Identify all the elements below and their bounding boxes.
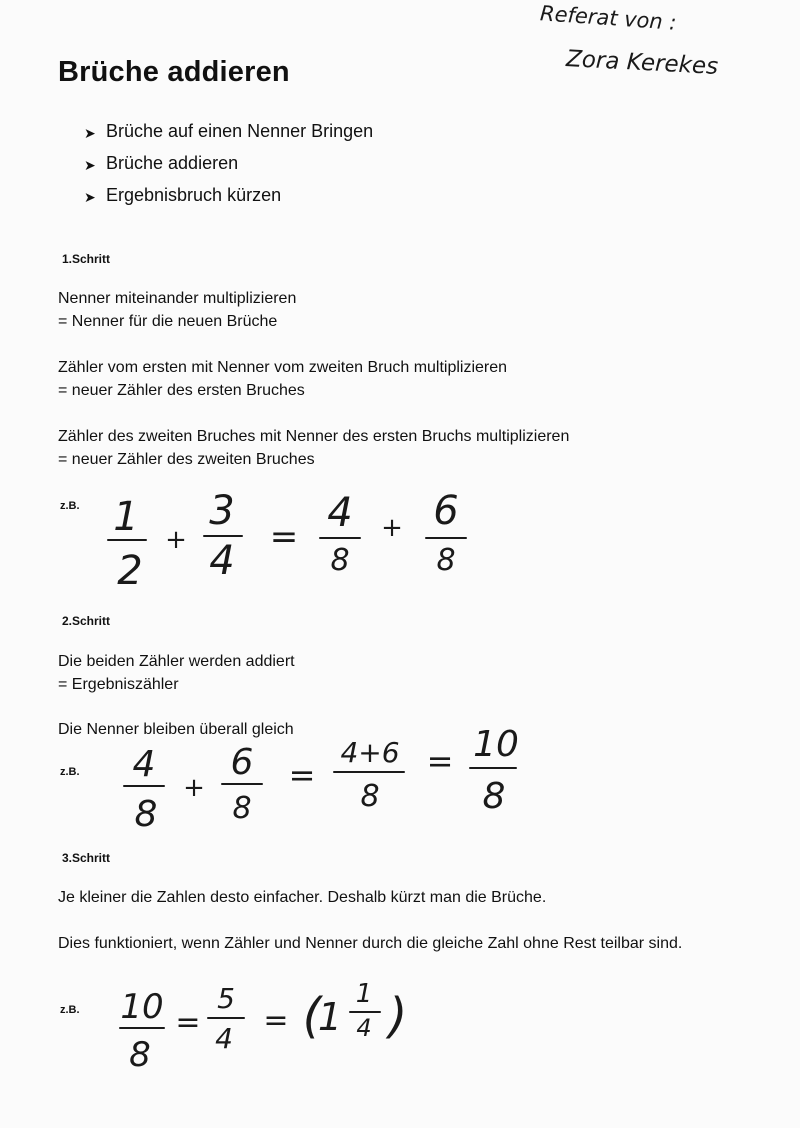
- fraction-denominator: 8: [134, 794, 158, 835]
- fraction-numerator: 1: [113, 494, 139, 540]
- fraction-numerator: 4: [327, 490, 353, 536]
- step2-heading: 2.Schritt: [62, 614, 111, 628]
- fraction-numerator: 1: [355, 979, 373, 1009]
- plus-sign: +: [165, 525, 187, 555]
- fraction-denominator: 4: [356, 1014, 372, 1042]
- step2-paragraph-1: Die beiden Zähler werden addiert = Ergebniszähler: [58, 653, 295, 693]
- fraction-denominator: 8: [330, 543, 350, 578]
- fraction-denominator: 4: [215, 1022, 233, 1055]
- step1-heading: 1.Schritt: [62, 252, 111, 266]
- close-parenthesis: ): [388, 988, 408, 1044]
- fraction-denominator: 8: [482, 776, 506, 817]
- plus-sign: +: [183, 773, 205, 803]
- arrow-bullet-icon: ➤: [84, 189, 96, 205]
- equals-sign: =: [288, 756, 316, 794]
- whole-number: 1: [317, 995, 343, 1039]
- arrow-bullet-icon: ➤: [84, 157, 96, 173]
- fraction-numerator: 4+6: [340, 736, 400, 769]
- fraction-numerator: 6: [230, 742, 254, 783]
- plus-sign: +: [381, 513, 403, 543]
- fraction-denominator: 8: [232, 791, 252, 826]
- equals-sign: =: [263, 1003, 289, 1038]
- step2-example-label: z.B.: [60, 766, 80, 778]
- overview-item: ➤ Brüche auf einen Nenner Bringen: [84, 120, 373, 152]
- fraction-denominator: 4: [209, 538, 235, 584]
- fraction-numerator: 10: [120, 987, 164, 1027]
- step1-paragraph-2: Zähler vom ersten mit Nenner vom zweiten Bruch multiplizieren = neuer Zähler des ersten Bruches: [58, 359, 508, 399]
- arrow-bullet-icon: ➤: [84, 125, 96, 141]
- fraction-numerator: 10: [473, 724, 519, 765]
- fraction-denominator: 8: [129, 1035, 151, 1075]
- handwritten-author-name: Zora Kerekes: [565, 46, 719, 80]
- step3-heading: 3.Schritt: [62, 851, 111, 865]
- step3-paragraph-2: Dies funktioniert, wenn Zähler und Nenner durch die gleiche Zahl ohne Rest teilbar sind.: [58, 935, 683, 952]
- step3-example-label: z.B.: [60, 1004, 80, 1016]
- page-title: Brüche addieren: [58, 56, 290, 88]
- equals-sign: =: [175, 1005, 201, 1040]
- fraction-numerator: 3: [209, 488, 235, 534]
- fraction-denominator: 2: [117, 548, 143, 594]
- step1-paragraph-1: Nenner miteinander multiplizieren = Nenner für die neuen Brüche: [58, 290, 297, 330]
- step3-paragraph-1: Je kleiner die Zahlen desto einfacher. Deshalb kürzt man die Brüche.: [58, 889, 547, 906]
- handwritten-referat-note: Referat von :: [539, 1, 678, 35]
- equals-sign: =: [426, 742, 454, 780]
- open-parenthesis: (: [302, 988, 322, 1044]
- overview-item: ➤ Brüche addieren: [84, 152, 373, 184]
- fraction-numerator: 6: [433, 488, 459, 534]
- fraction-denominator: 8: [436, 543, 456, 578]
- overview-item: ➤ Ergebnisbruch kürzen: [84, 184, 373, 216]
- fraction-numerator: 4: [132, 744, 156, 785]
- step1-example-label: z.B.: [60, 500, 80, 512]
- step1-paragraph-3: Zähler des zweiten Bruches mit Nenner des ersten Bruchs multiplizieren = neuer Zähler des zweiten Bruches: [58, 428, 570, 468]
- fraction-denominator: 8: [360, 779, 380, 814]
- fraction-numerator: 5: [217, 982, 235, 1015]
- step2-paragraph-2: Die Nenner bleiben überall gleich: [58, 721, 294, 738]
- equals-sign: =: [269, 517, 299, 557]
